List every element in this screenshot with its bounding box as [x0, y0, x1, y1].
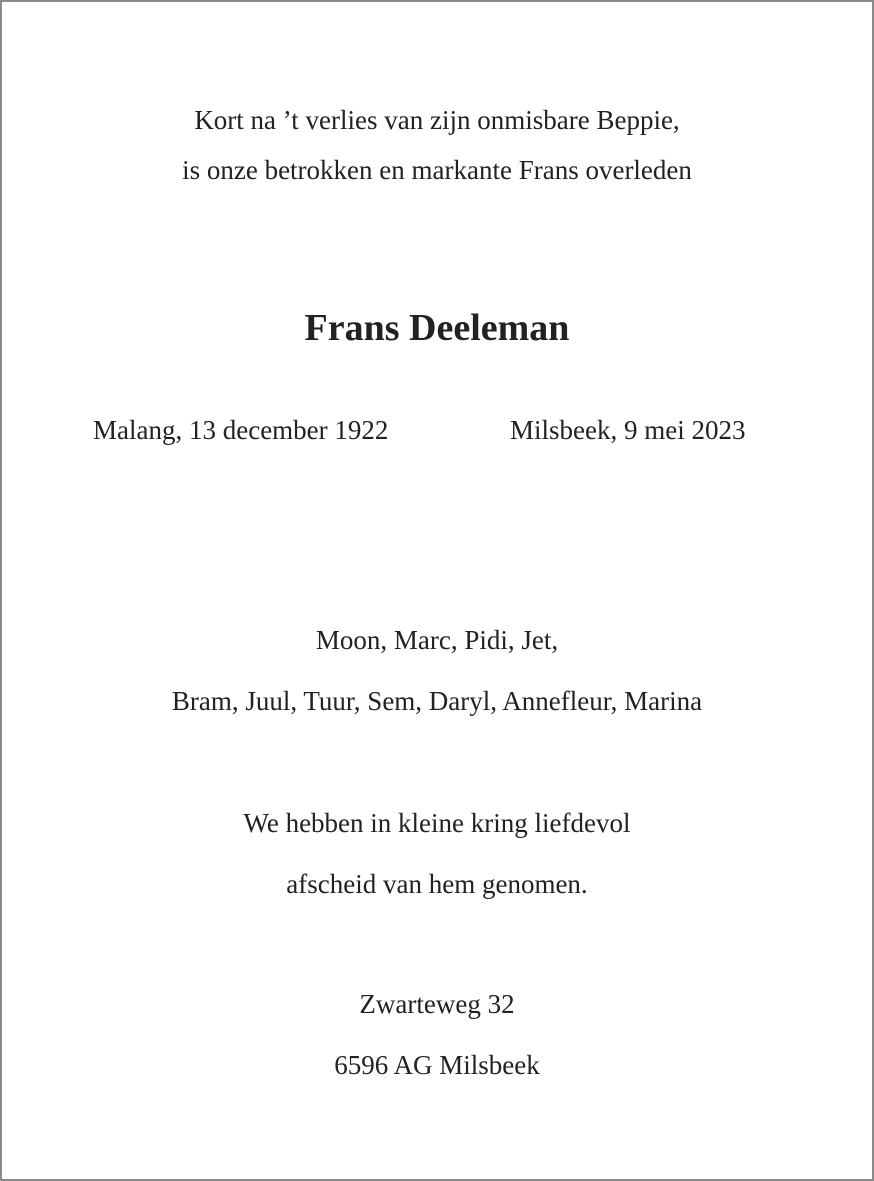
deceased-name: Frans Deeleman — [304, 307, 570, 349]
family-line-1: Moon, Marc, Pidi, Jet, — [315, 625, 559, 655]
family-line-2: Bram, Juul, Tuur, Sem, Daryl, Annefleur, Marina — [171, 686, 703, 716]
intro-line-2: is onze betrokken en markante Frans overleden — [182, 155, 692, 185]
address-street: Zwarteweg 32 — [359, 989, 515, 1019]
birth-place-date: Malang, 13 december 1922 — [93, 415, 389, 445]
address-city: 6596 AG Milsbeek — [334, 1050, 540, 1080]
intro-line-1: Kort na ’t verlies van zijn onmisbare Beppie, — [194, 105, 680, 135]
farewell-line-1: We hebben in kleine kring liefdevol — [243, 808, 631, 838]
death-place-date: Milsbeek, 9 mei 2023 — [510, 415, 746, 445]
farewell-line-2: afscheid van hem genomen. — [286, 869, 588, 899]
